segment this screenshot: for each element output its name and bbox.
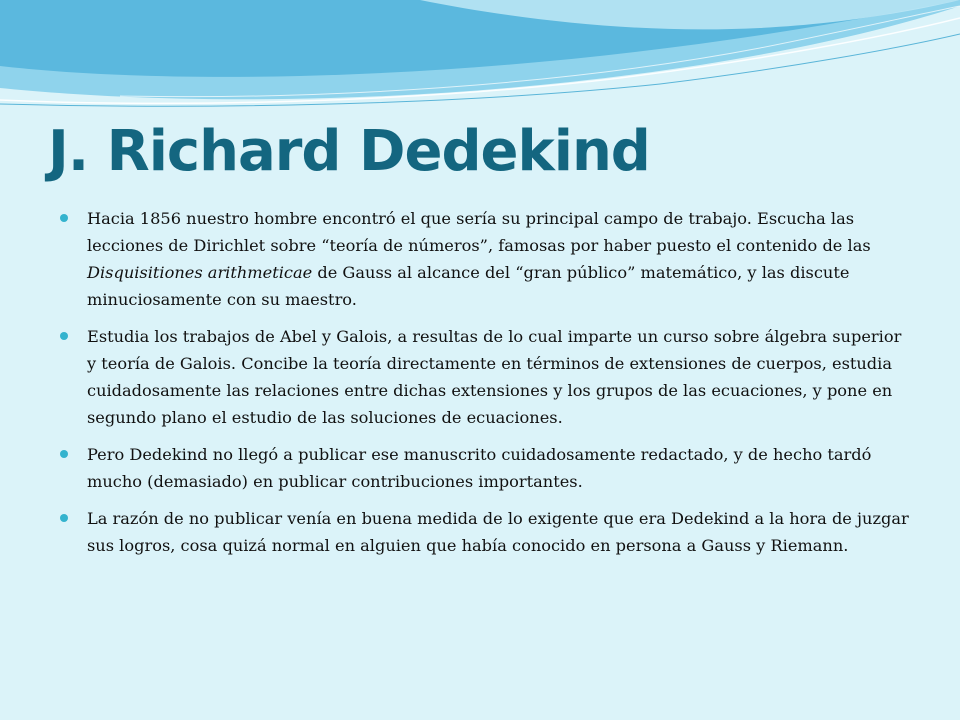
bullet-text: Hacia 1856 nuestro hombre encontró el que sería su principal campo de trabajo. Escucha las lecciones de Dirichlet sobre “teoría de números”, famosas por haber puesto el contenido de las bbox=[87, 209, 871, 255]
bullet-text: Estudia los trabajos de Abel y Galois, a resultas de lo cual imparte un curso sobre álgebra superior y teoría de Galois. Concibe la teoría directamente en términos de extensiones de cuerpos, estudia cuidadosamente las relaciones entre dichas extensiones y los grupos de las ecuaciones, y pone en segundo plano el estudio de las soluciones de ecuaciones. bbox=[87, 327, 902, 427]
bullet-text: La razón de no publicar venía en buena medida de lo exigente que era Dedekind a la hora de juzgar sus logros, cosa quizá normal en alguien que había conocido en persona a Gauss y Riemann. bbox=[87, 509, 909, 555]
bullet-item bbox=[60, 323, 912, 431]
bullet-item bbox=[60, 205, 912, 313]
bullet-dot-icon bbox=[60, 450, 68, 458]
header-wave-decoration bbox=[0, 0, 960, 120]
bullet-list bbox=[60, 205, 912, 569]
bullet-dot-icon bbox=[60, 514, 68, 522]
bullet-item bbox=[60, 441, 912, 495]
bullet-item bbox=[60, 505, 912, 559]
bullet-text: Pero Dedekind no llegó a publicar ese manuscrito cuidadosamente redactado, y de hecho tardó mucho (demasiado) en publicar contribuciones importantes. bbox=[87, 445, 872, 491]
bullet-dot-icon bbox=[60, 332, 68, 340]
bullet-dot-icon bbox=[60, 214, 68, 222]
italic-book-title: Disquisitiones arithmeticae bbox=[87, 263, 313, 282]
slide-title: J. Richard Dedekind bbox=[48, 119, 650, 184]
bullet-text-continued: de Gauss al alcance del “gran público” matemático, y las discute minuciosamente con su maestro. bbox=[87, 263, 850, 309]
